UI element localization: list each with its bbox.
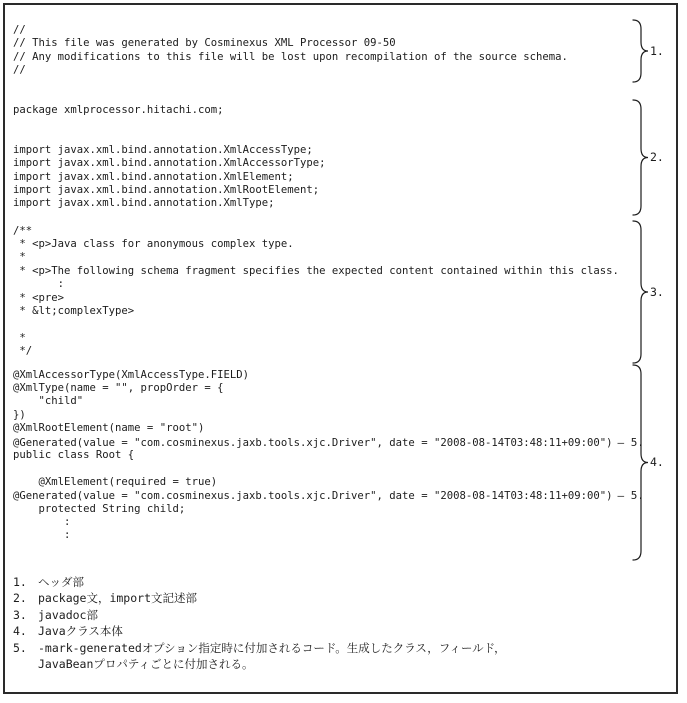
code-line	[13, 51, 632, 64]
code-section-4	[13, 369, 676, 556]
legend-number: 5.	[13, 640, 27, 655]
code-line	[13, 503, 632, 516]
code-line	[13, 543, 632, 556]
code-line	[13, 318, 632, 331]
code-block-3	[13, 225, 632, 359]
legend-text-line: ヘッダ部	[38, 575, 84, 590]
document-frame	[3, 3, 678, 694]
code-line	[13, 449, 632, 462]
code-line	[13, 37, 632, 50]
curly-brace-icon	[632, 220, 650, 364]
legend-text	[38, 640, 676, 673]
generated-line-ref-marker: — 5.	[617, 435, 645, 449]
code-text: public class Root {	[13, 448, 135, 461]
code-line	[13, 251, 632, 264]
code-text: :	[13, 529, 71, 542]
legend-text	[38, 590, 676, 606]
section-label-column-1	[650, 24, 676, 78]
brace-column-4	[632, 369, 650, 556]
code-text: :	[13, 278, 65, 291]
legend-number: 3.	[13, 607, 27, 622]
curly-brace-icon	[632, 19, 650, 83]
code-text: *	[13, 331, 26, 344]
code-section-1	[13, 24, 676, 78]
code-line	[13, 278, 632, 291]
code-line	[13, 292, 632, 305]
legend-number: 4.	[13, 624, 27, 639]
code-listing	[13, 24, 676, 556]
legend-item-4	[13, 623, 676, 639]
figure-content	[5, 5, 676, 673]
code-line	[13, 345, 632, 358]
code-text: import javax.xml.bind.annotation.XmlRootElement;	[13, 183, 320, 196]
legend	[13, 574, 676, 672]
code-section-2	[13, 104, 676, 211]
code-line	[13, 238, 632, 251]
code-line	[13, 130, 632, 143]
code-text: package xmlprocessor.hitachi.com;	[13, 103, 224, 116]
legend-text	[38, 623, 676, 639]
code-line	[13, 144, 632, 157]
code-line	[13, 225, 632, 238]
legend-item-2	[13, 590, 676, 606]
section-label-column-4	[650, 369, 676, 556]
brace-column-2	[632, 104, 650, 211]
code-text: })	[13, 408, 26, 421]
code-line	[13, 64, 632, 77]
code-text: @XmlRootElement(name = "root")	[13, 422, 205, 435]
code-line	[13, 489, 645, 503]
code-line	[13, 24, 632, 37]
section-number-2: 2.	[650, 150, 664, 165]
code-block-2	[13, 104, 632, 211]
code-text: protected String child;	[13, 502, 186, 515]
legend-item-3	[13, 607, 676, 623]
curly-brace-icon	[632, 364, 650, 561]
code-line	[13, 332, 632, 345]
code-line	[13, 529, 632, 542]
legend-item-5	[13, 640, 676, 673]
code-line	[13, 395, 632, 408]
legend-text-line: Javaクラス本体	[38, 624, 123, 639]
section-label-column-2	[650, 104, 676, 211]
code-text: * <p>The following schema fragment specifies the expected content contained within this class.	[13, 264, 619, 277]
section-number-4: 4.	[650, 455, 664, 470]
code-line	[13, 516, 632, 529]
code-line	[13, 197, 632, 210]
code-text: * <p>Java class for anonymous complex type.	[13, 238, 294, 251]
code-line	[13, 184, 632, 197]
code-line	[13, 104, 632, 117]
code-block-1	[13, 24, 632, 78]
legend-text-line: package文，import文記述部	[38, 591, 198, 606]
section-number-3: 3.	[650, 284, 664, 299]
code-text: *	[13, 251, 26, 264]
code-text: import javax.xml.bind.annotation.XmlElement;	[13, 170, 294, 183]
code-line	[13, 462, 632, 475]
code-text: //	[13, 64, 26, 77]
legend-text-line: JavaBeanプロパティごとに付加される。	[38, 657, 254, 672]
code-line	[13, 422, 632, 435]
code-text: @Generated(value = "com.cosminexus.jaxb.tools.xjc.Driver", date = "2008-08-14T03:48:11+09:00")	[13, 436, 613, 449]
code-text: import javax.xml.bind.annotation.XmlAccessorType;	[13, 157, 326, 170]
code-line	[13, 305, 632, 318]
brace-column-3	[632, 225, 650, 359]
generated-line-ref-marker: — 5.	[617, 489, 645, 503]
code-text: @XmlElement(required = true)	[13, 475, 218, 488]
code-text: "child"	[13, 395, 84, 408]
code-text: // Any modifications to this file will be lost upon recompilation of the source schema.	[13, 50, 568, 63]
code-line	[13, 409, 632, 422]
legend-item-1	[13, 574, 676, 590]
code-text: //	[13, 24, 26, 36]
code-text: // This file was generated by Cosminexus XML Processor 09-50	[13, 37, 396, 50]
code-text: /**	[13, 224, 33, 237]
code-line	[13, 382, 632, 395]
section-label-column-3	[650, 225, 676, 359]
code-section-3	[13, 225, 676, 359]
code-line	[13, 117, 632, 130]
legend-number: 1.	[13, 575, 27, 590]
code-line	[13, 435, 645, 449]
code-line	[13, 476, 632, 489]
legend-text	[38, 607, 676, 623]
legend-text-line: -mark-generatedオプション指定時に付加されるコード。生成したクラス，フィールド，	[38, 640, 506, 655]
code-text: */	[13, 345, 33, 358]
code-line	[13, 157, 632, 170]
code-text: import javax.xml.bind.annotation.XmlAccessType;	[13, 143, 313, 156]
code-line	[13, 265, 632, 278]
code-line	[13, 369, 632, 382]
legend-text-line: javadoc部	[38, 607, 98, 622]
legend-number: 2.	[13, 591, 27, 606]
brace-column-1	[632, 24, 650, 78]
code-block-4	[13, 368, 645, 556]
code-text: * <pre>	[13, 291, 65, 304]
curly-brace-icon	[632, 99, 650, 216]
code-text: * &lt;complexType>	[13, 305, 135, 318]
code-line	[13, 171, 632, 184]
code-text: @Generated(value = "com.cosminexus.jaxb.tools.xjc.Driver", date = "2008-08-14T03:48:11+09:00")	[13, 490, 613, 503]
code-text: @XmlAccessorType(XmlAccessType.FIELD)	[13, 368, 249, 381]
code-text: :	[13, 515, 71, 528]
code-text: @XmlType(name = "", propOrder = {	[13, 381, 224, 394]
section-number-1: 1.	[650, 43, 664, 58]
code-text: import javax.xml.bind.annotation.XmlType;	[13, 197, 275, 210]
legend-text	[38, 574, 676, 590]
